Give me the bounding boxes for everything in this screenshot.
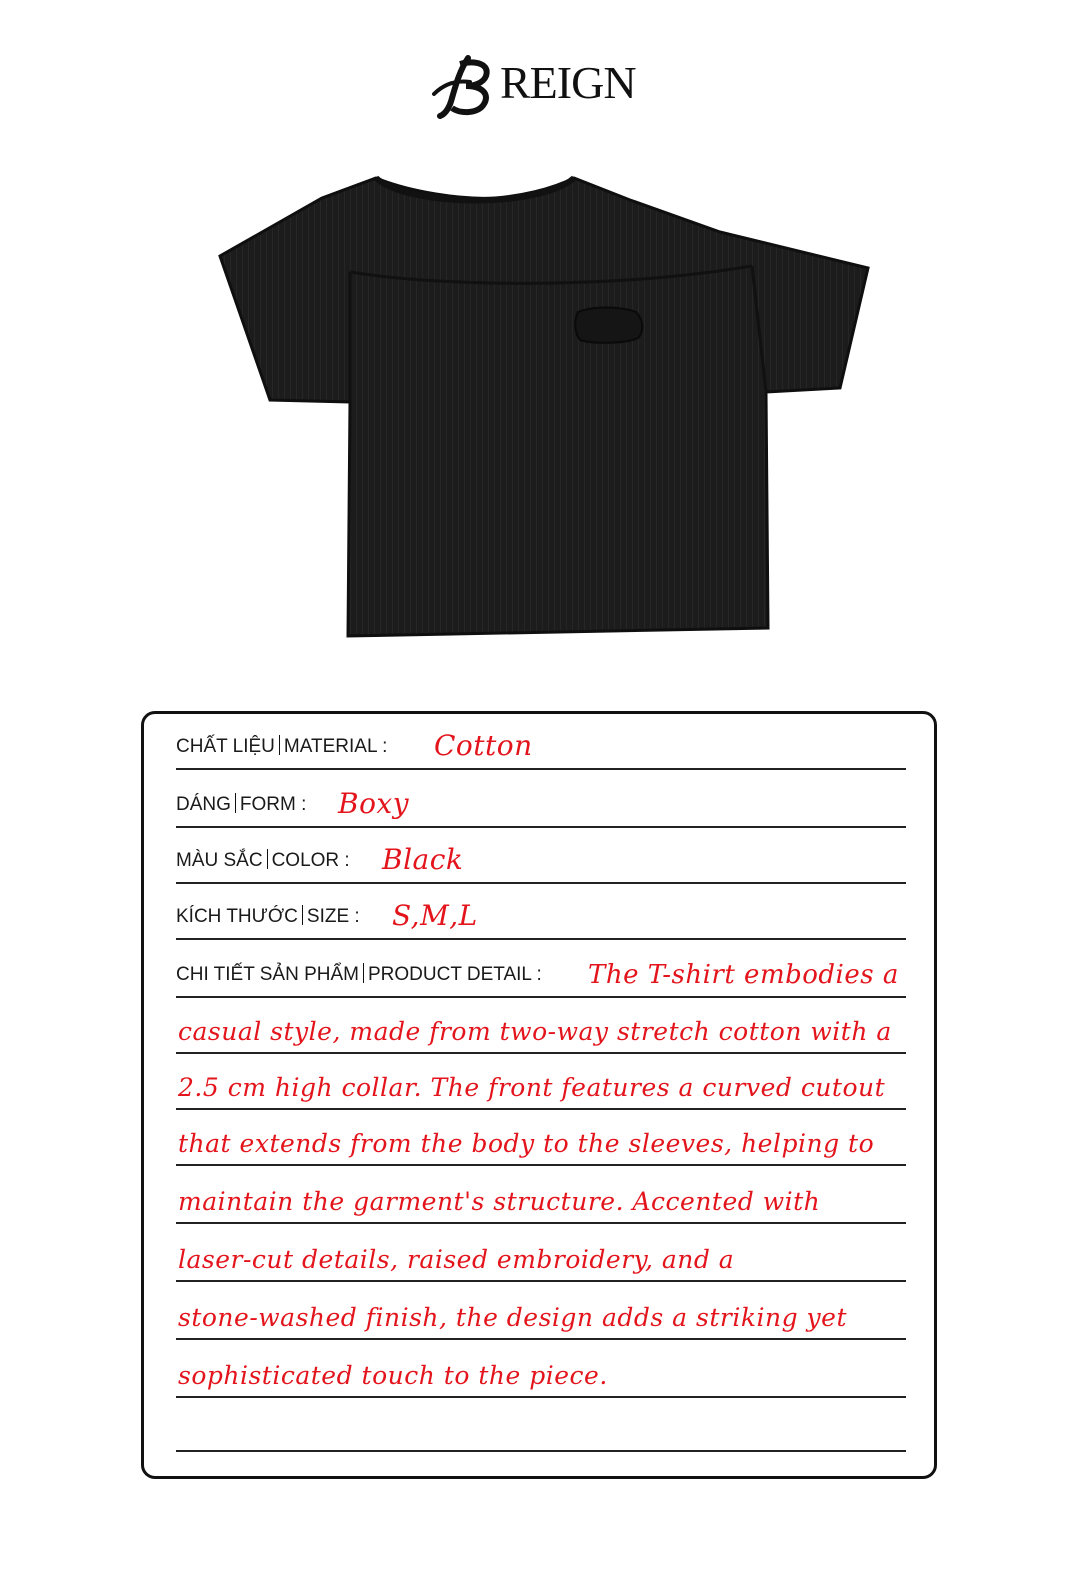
material-label: CHẤT LIỆU MATERIAL : [176,736,388,757]
detail-line: The T-shirt embodies a [588,960,899,990]
form-value: Boxy [338,787,410,820]
size-row [176,882,906,940]
detail-row [176,1340,906,1398]
detail-line: stone-washed finish, the design adds a striking yet [178,1303,848,1332]
product-image [200,160,890,650]
detail-line: maintain the garment's structure. Accented with [178,1187,821,1216]
blank-row [176,1394,906,1452]
detail-line: sophisticated touch to the piece. [178,1361,608,1390]
material-row [176,712,906,770]
detail-row [176,1224,906,1282]
detail-row [176,1052,906,1110]
form-label: DÁNG FORM : [176,794,307,815]
color-row [176,826,906,884]
size-value: S,M,L [392,899,478,932]
detail-row [176,996,906,1054]
detail-row [176,940,906,998]
detail-row [176,1282,906,1340]
brand-wordmark: REIGN [500,57,636,108]
detail-label: CHI TIẾT SẢN PHẨM PRODUCT DETAIL : [176,964,542,985]
detail-row [176,1108,906,1166]
detail-line: 2.5 cm high collar. The front features a curved cutout [178,1073,886,1102]
detail-line: that extends from the body to the sleeves, helping to [178,1129,875,1158]
color-value: Black [382,843,464,876]
material-value: Cotton [434,729,533,762]
detail-line: laser-cut details, raised embroidery, and a [178,1245,735,1274]
form-row [176,770,906,828]
size-label: KÍCH THƯỚC SIZE : [176,906,360,927]
brand-monogram-icon [430,54,500,120]
detail-line: casual style, made from two-way stretch cotton with a [178,1017,892,1046]
detail-row [176,1166,906,1224]
color-label: MÀU SẮC COLOR : [176,850,350,871]
brand-logo [430,54,650,120]
